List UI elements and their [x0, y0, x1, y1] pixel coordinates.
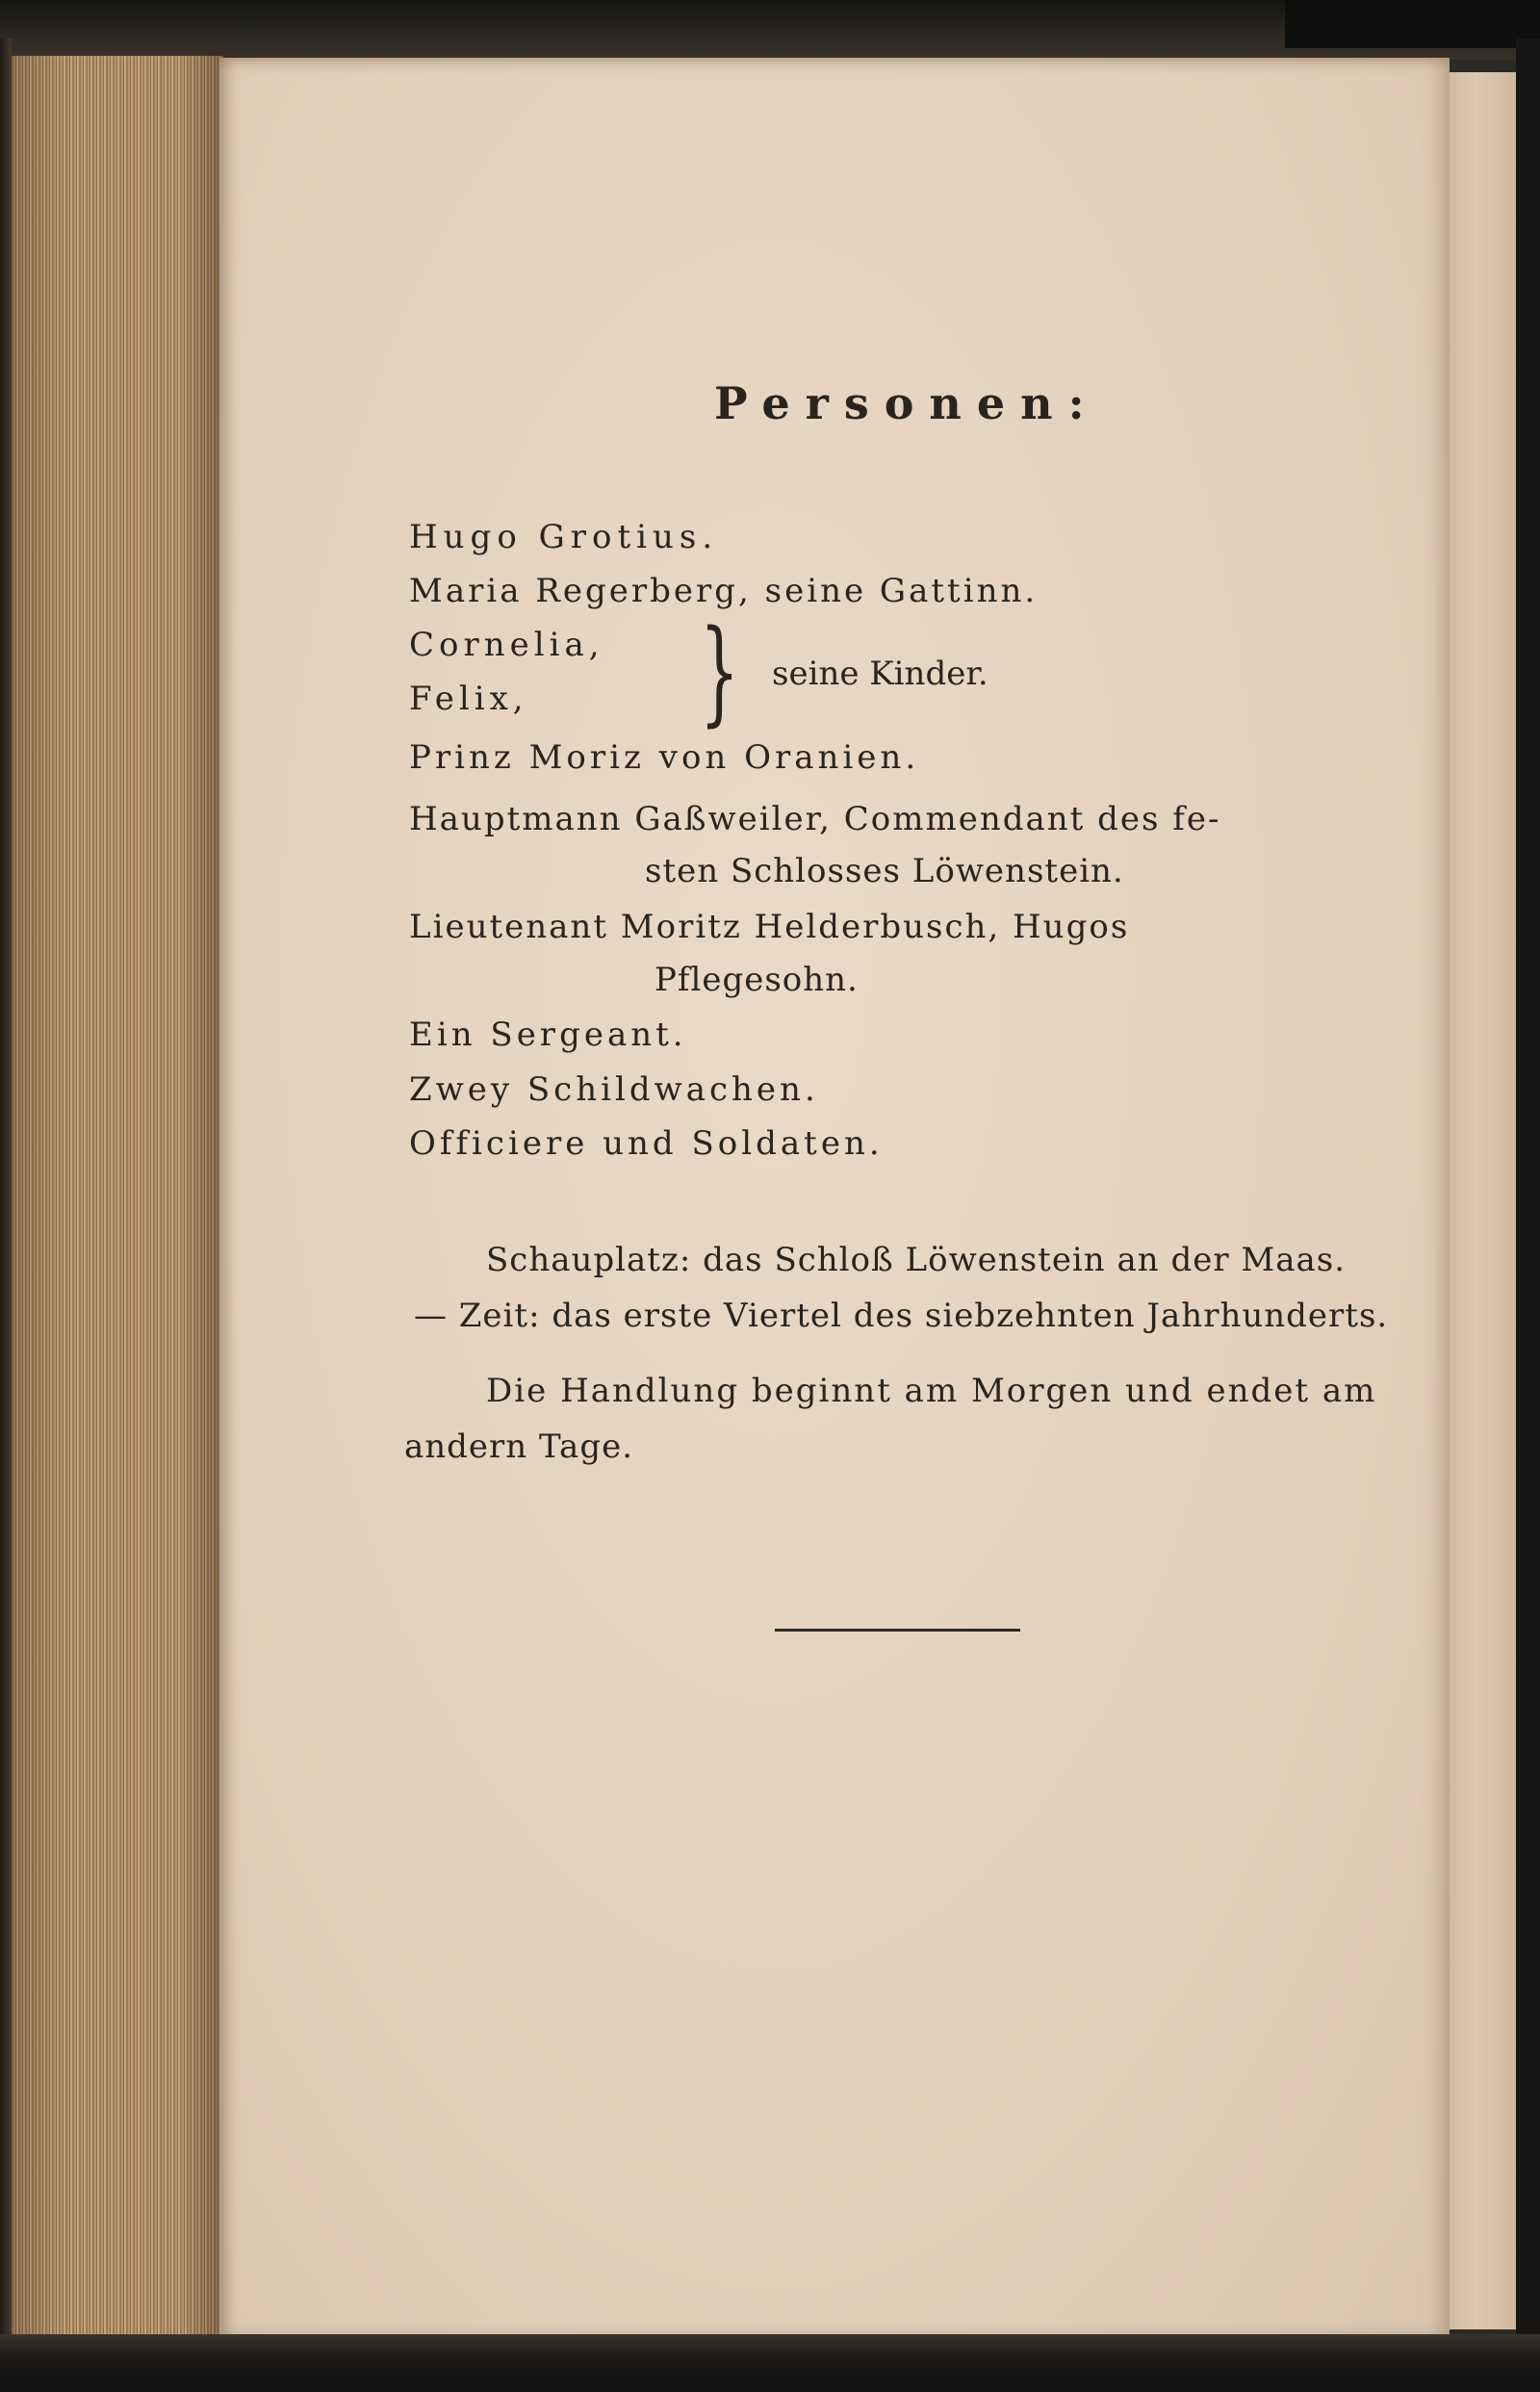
setting-action: Die Handlung beginnt am Morgen und endet am — [486, 1372, 1377, 1410]
cast-maria: Maria Regerberg, seine Gattinn. — [409, 572, 1039, 610]
page-edges-shadow — [12, 56, 223, 2337]
book-cover-left — [0, 39, 12, 2392]
book-cover-top-right — [1285, 0, 1540, 48]
setting-time: — Zeit: das erste Viertel des siebzehnten Jahrhunderts. — [414, 1297, 1389, 1335]
page-heading: Personen: — [714, 377, 1100, 429]
cast-cornelia: Cornelia, — [409, 626, 604, 664]
cast-children-note: seine Kinder. — [772, 655, 988, 693]
cast-helderbusch: Lieutenant Moritz Helderbusch, Hugos — [409, 908, 1130, 946]
setting-action-cont: andern Tage. — [404, 1427, 634, 1466]
brace-symbol: } — [699, 604, 740, 737]
divider-rule — [775, 1629, 1020, 1632]
cast-gassweiler-cont: sten Schlosses Löwenstein. — [645, 852, 1124, 890]
cast-gassweiler: Hauptmann Gaßweiler, Commendant des fe- — [409, 800, 1221, 838]
cast-moriz: Prinz Moriz von Oranien. — [409, 738, 920, 777]
cast-schildwachen: Zwey Schildwachen. — [409, 1070, 819, 1109]
book-cover-bottom — [0, 2334, 1540, 2392]
cast-felix: Felix, — [409, 680, 528, 718]
setting-place: Schauplatz: das Schloß Löwenstein an der Maas. — [486, 1241, 1347, 1279]
cast-hugo: Hugo Grotius. — [409, 518, 719, 556]
cast-helderbusch-cont: Pflegesohn. — [654, 961, 859, 999]
cast-officiere: Officiere und Soldaten. — [409, 1124, 884, 1163]
cast-sergeant: Ein Sergeant. — [409, 1016, 687, 1054]
